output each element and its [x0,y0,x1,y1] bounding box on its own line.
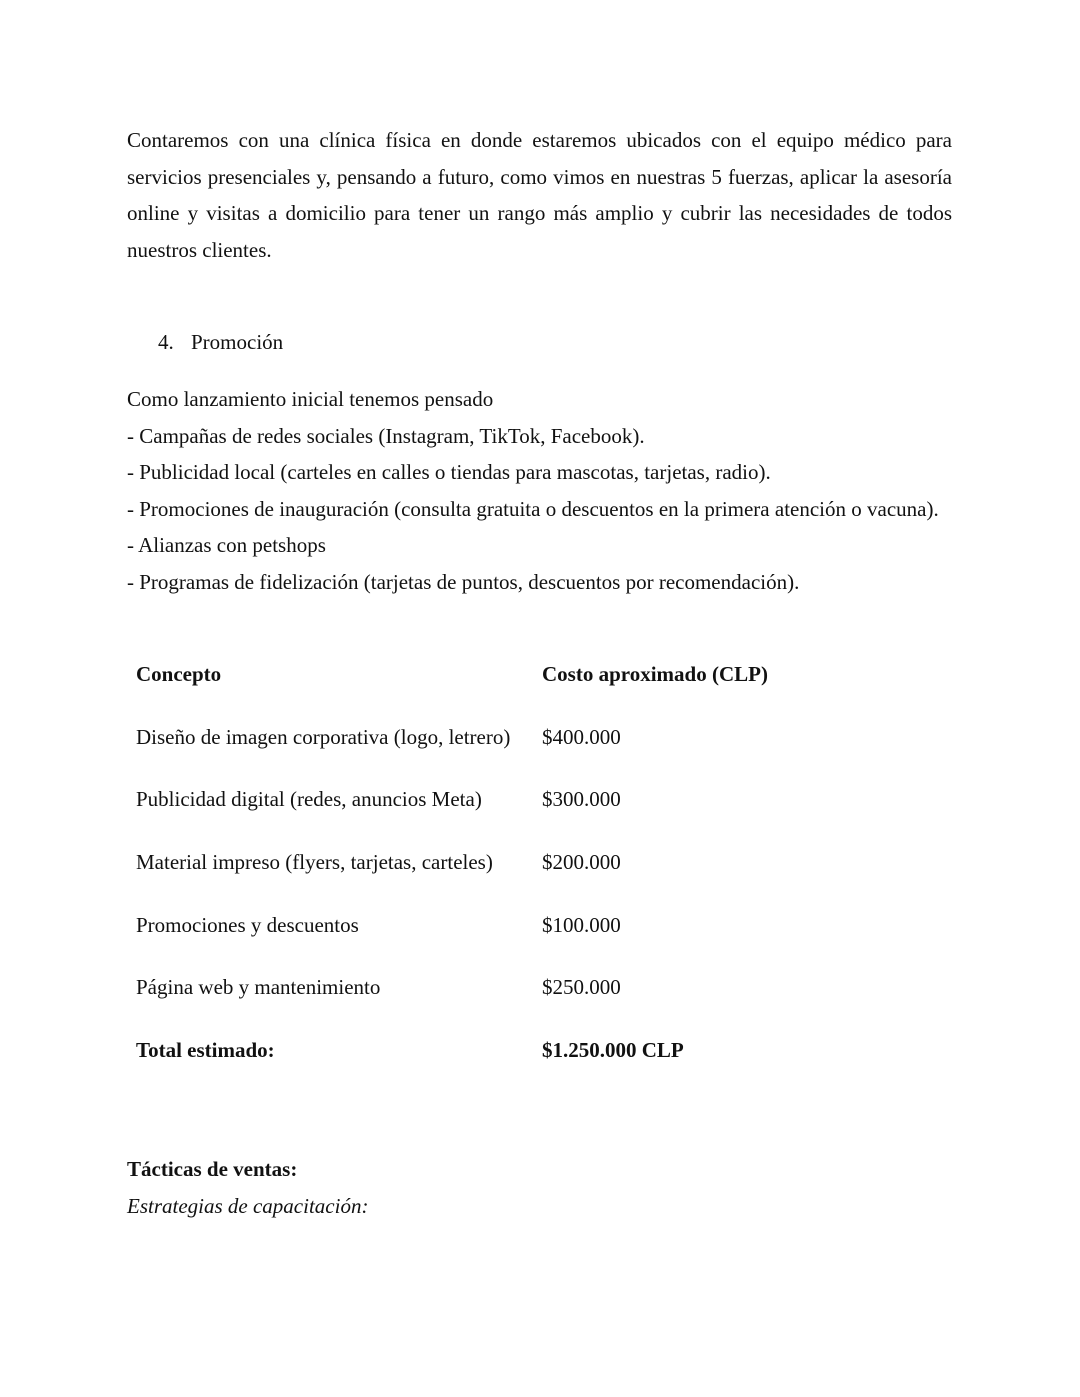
promotion-item: - Publicidad local (carteles en calles o tiendas para mascotas, tarjetas, radio). [127,460,771,485]
total-value: $1.250.000 CLP [542,1037,684,1062]
promotion-item: - Alianzas con petshops [127,533,326,558]
promotion-item: - Promociones de inauguración (consulta gratuita o descuentos en la primera atención o vacuna). [127,496,939,521]
header-concepto: Concepto [136,661,222,686]
table-row [136,768,842,831]
row-cost: $250.000 [542,975,621,1000]
promotion-intro: Como lanzamiento inicial tenemos pensado [127,387,494,411]
sales-tactics-title: Tácticas de ventas: [127,1157,298,1181]
row-concept: Publicidad digital (redes, anuncios Meta) [136,787,482,812]
sales-tactics-section [127,1151,368,1224]
table-row [136,894,842,957]
section-heading-promocion [158,328,283,356]
row-concept: Página web y mantenimiento [136,975,381,1000]
promotion-item: - Campañas de redes sociales (Instagram, TikTok, Facebook). [127,423,645,448]
row-concept: Material impreso (flyers, tarjetas, carteles) [136,849,493,874]
header-costo: Costo aproximado (CLP) [542,661,768,686]
row-concept: Diseño de imagen corporativa (logo, letrero) [136,724,511,749]
table-row [136,831,842,894]
intro-paragraph: Contaremos con una clínica física en donde estaremos ubicados con el equipo médico para servicios presenciales y, pensando a futuro, como vimos en nuestras 5 fuerzas, aplicar la asesoría online y visitas a domicilio para tener un rango más amplio y cubrir las necesidades de todos nuestros clientes. [127,128,952,263]
table-total-row [136,1019,842,1082]
section-title: Promoción [191,330,284,354]
row-cost: $200.000 [542,849,621,874]
row-cost: $300.000 [542,787,621,812]
section-number: 4. [158,330,174,354]
table-row [136,956,842,1019]
row-cost: $400.000 [542,724,621,749]
cost-table [136,643,842,1082]
row-cost: $100.000 [542,912,621,937]
promotion-list [127,381,967,601]
training-strategies-subtitle: Estrategias de capacitación: [127,1193,369,1218]
row-concept: Promociones y descuentos [136,912,359,937]
total-label: Total estimado: [136,1037,275,1062]
table-row [136,706,842,769]
promotion-item: - Programas de fidelización (tarjetas de puntos, descuentos por recomendación). [127,569,800,594]
table-header-row [136,643,842,706]
